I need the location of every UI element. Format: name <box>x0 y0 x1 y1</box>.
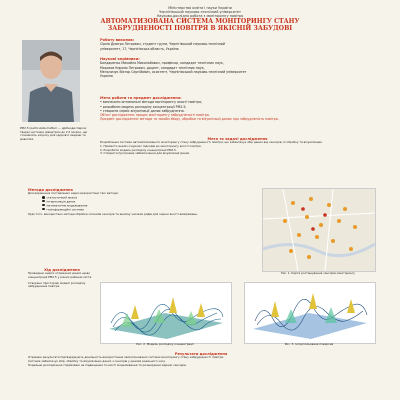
results-left-p1: Проведено аналіз отриманих даних щодо концентрації PM2.5 у різних районах міста. <box>28 271 93 279</box>
sensor-map <box>262 188 376 272</box>
header <box>80 6 320 19</box>
header-line-3: Науково-дослідна робота з моніторингу повітря <box>156 14 244 19</box>
author-photo <box>22 40 80 122</box>
goals-block <box>100 96 370 121</box>
bullet-dot <box>42 204 45 207</box>
bullet-dot <box>42 208 45 211</box>
goals-bullet-2: • розробити модель розподілу концентрації PM2.5; <box>100 104 187 109</box>
title-line-2: ЗАБРУДНЕНОСТІ ПОВІТРЯ В ЯКІСНІЙ ЗАБУДОВІ <box>107 25 293 33</box>
intro-bullet-2: 2. Розробити модель розподілу концентрації PM2.5. <box>100 147 177 152</box>
results-left-heading: Хід дослідження <box>44 268 80 272</box>
goals-bullet-3: • створити сервіс візуалізації даних забруднення. <box>100 108 185 113</box>
header-line-1: Міністерство освіти і науки України <box>168 6 232 10</box>
goals-heading: Мета роботи та предмет дослідження: <box>100 96 182 100</box>
surface-plot-2-graphic <box>245 283 375 343</box>
bullet-dot <box>42 200 45 203</box>
intro-heading: Мета та задачі дослідження <box>207 137 268 141</box>
intro-paragraph: Розроблення системи автоматизованого моніторингу стану забрудненості повітря, що забезпечує збір даних від сенсорів, їх обробку та візуалізацію. <box>100 140 323 145</box>
header-line-2: Чернігівський науково-технічний університет <box>159 10 241 15</box>
conclusions-p3: Подальші дослідження спрямовані на підвищення точності моделювання та розширення мережі сенсорів. <box>28 362 187 367</box>
intro-block <box>100 137 375 156</box>
pm-caption: PM2.5 (particulate matter) — дрібнодисперсні тверді частинки діаметром до 2,5 мікрон, що становлять загрозу для здоров'я людини та довкілля. <box>20 126 88 141</box>
surface-plot-1 <box>100 282 232 344</box>
conclusions-block <box>28 352 374 367</box>
author-line-2: університет, 17, Чернігівська область, Україна <box>100 46 179 51</box>
method-4: геоінформаційні системи <box>46 206 84 211</box>
method-3: математичне моделювання <box>46 202 88 207</box>
author-line-1: Сірків Дмитро Петрович, студент групи, Чернігівський науково-технічний <box>100 42 225 47</box>
plot1-caption: Рис. 2. Модель розподілу концентрації <box>136 342 194 346</box>
author-heading: Роботу виконав: <box>100 38 135 42</box>
results-left-p2: Створено просторові моделі розподілу забруднення повітря. <box>28 280 86 289</box>
sensor-map-graphic <box>263 189 375 271</box>
author-photo-illustration <box>22 40 80 122</box>
method-2: інтерполяція даних <box>46 199 76 204</box>
supervisor-line-1: Бондаренко Михайло Миколайович, професор, кандидат технічних наук, <box>100 61 224 66</box>
goals-object: Об'єкт дослідження: процес моніторингу забрудненості повітря. <box>100 112 210 117</box>
supervisor-line-4: Україна <box>100 73 113 78</box>
methods-intro: Для вирішення поставлених задач використано такі методи: <box>28 191 119 196</box>
conclusions-heading: Результати дослідження <box>174 352 228 356</box>
poster-title <box>80 18 320 32</box>
supervisor-block <box>100 57 340 78</box>
conclusions-p2: Система забезпечує збір, обробку та візуалізацію даних з сенсорів у режимі реального часу. <box>28 359 166 363</box>
supervisor-line-3: Мельничук Віктор Сергійович, асистент, Чернігівський науково-технічний університет <box>100 69 247 74</box>
methods-heading: Методи дослідження <box>28 188 73 192</box>
supervisor-line-2: Морозов Кирило Петрович, доцент, кандидат технічних наук, <box>100 65 205 70</box>
surface-plot-1-graphic <box>101 283 231 343</box>
goals-subject: Предмет дослідження: методи та засоби збору, обробки та візуалізації даних про забрудненість повітря. <box>100 116 279 121</box>
title-line-1: АВТОМАТИЗОВАНА СИСТЕМА МОНІТОРИНГУ СТАНУ <box>100 18 300 25</box>
surface-plot-2 <box>244 282 376 344</box>
author-block <box>100 38 330 51</box>
plot2-caption: Рис. 3. Інтерпольована поверхня <box>284 342 334 346</box>
method-1: статистичний аналіз <box>46 195 78 200</box>
intro-bullet-3: 3. Створити програмне забезпечення для візуалізації даних. <box>100 151 191 156</box>
map-caption: Рис. 1. Карта розташування сенсорів моніторингу <box>281 271 355 275</box>
methods-block <box>28 188 228 217</box>
supervisor-heading: Наукові керівники: <box>100 57 140 61</box>
goals-bullet-1: • визначити оптимальні методи моніторингу якості повітря; <box>100 100 203 105</box>
methods-paragraph: Крім того, використано методи обробки сигналів сенсорів та аналізу часових рядів для оцінки якості вимірювань. <box>28 212 198 217</box>
intro-bullet-1: 1. Провести аналіз існуючих підходів до моніторингу якості повітря. <box>100 144 202 148</box>
results-left-block <box>28 268 96 289</box>
conclusions-p1: Отримані результати підтверджують доцільність використання запропонованої системи моніторингу стану забрудненості повітря. <box>28 355 224 360</box>
bullet-dot <box>42 196 45 199</box>
